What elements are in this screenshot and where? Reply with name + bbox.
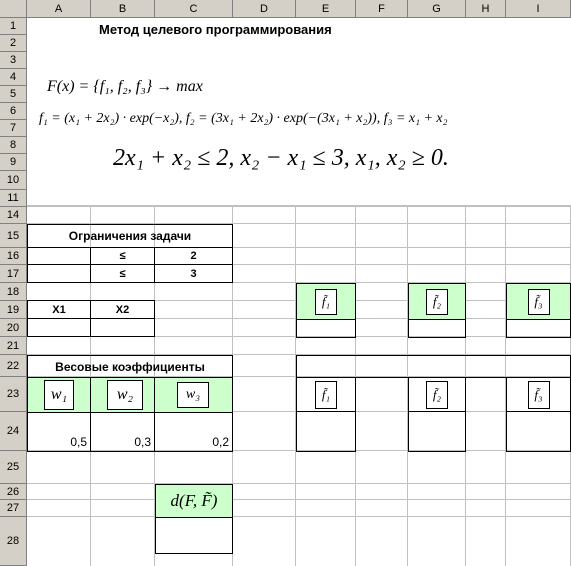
- row-header-25[interactable]: [0, 451, 27, 484]
- constraint-rhs[interactable]: 3: [154, 264, 233, 283]
- row-header-label: 8: [9, 139, 17, 151]
- row-header-20[interactable]: [0, 319, 27, 337]
- row-header-22[interactable]: [0, 355, 27, 377]
- row-header-2[interactable]: [0, 35, 27, 52]
- f-tilde-2-box: [408, 377, 466, 412]
- f-tilde-2-box-label: f̃₂: [426, 381, 448, 409]
- constraint-sign[interactable]: ≤: [90, 264, 155, 283]
- row-header-23[interactable]: [0, 377, 27, 412]
- distance-header: [155, 484, 233, 518]
- weight-2-value[interactable]: 0,3: [90, 412, 155, 452]
- row-header-label: 2: [9, 37, 17, 49]
- constraints-title: Ограничения задачи: [27, 224, 233, 248]
- distance-label: d(F, F̃): [170, 491, 218, 510]
- f-tilde-1-box-label: f̃₁: [315, 381, 337, 409]
- f-tilde-1-result[interactable]: [296, 411, 356, 452]
- column-header-label: D: [260, 2, 268, 15]
- weight-3-header: [154, 377, 233, 413]
- row-header-14[interactable]: [0, 207, 27, 224]
- distance-value[interactable]: [155, 517, 233, 554]
- f-tilde-1-box: [296, 377, 356, 412]
- row-header-18[interactable]: [0, 283, 27, 301]
- row-header-16[interactable]: [0, 248, 27, 265]
- row-header-label: 20: [6, 321, 20, 334]
- column-header-label: I: [536, 2, 540, 15]
- row-header-6[interactable]: [0, 103, 27, 120]
- column-header-f[interactable]: [356, 0, 408, 18]
- row-header-label: 16: [6, 250, 20, 262]
- gridline: [27, 483, 571, 484]
- constraint-lhs[interactable]: [27, 264, 91, 283]
- column-header-d[interactable]: [233, 0, 296, 18]
- f-tilde-3-box: [506, 377, 571, 412]
- row-header-28[interactable]: [0, 517, 27, 566]
- variable-x1-header: X1: [27, 300, 91, 319]
- row-header-27[interactable]: [0, 500, 27, 517]
- row-header-19[interactable]: [0, 301, 27, 319]
- variable-x2-cell[interactable]: [90, 318, 155, 337]
- f-tilde-3-box-label: f̃₃: [528, 381, 550, 409]
- row-header-8[interactable]: [0, 137, 27, 154]
- row-header-label: 26: [6, 485, 20, 498]
- row-header-label: 28: [6, 535, 20, 547]
- row-header-1[interactable]: [0, 18, 27, 35]
- gridline: [27, 499, 571, 500]
- column-header-label: B: [118, 2, 127, 15]
- row-header-10[interactable]: [0, 171, 27, 190]
- gridline: [27, 206, 571, 207]
- row-header-label: 17: [6, 267, 20, 280]
- row-header-label: 21: [6, 339, 20, 352]
- weight-2-header: [90, 377, 155, 413]
- row-header-label: 6: [9, 105, 17, 117]
- row-header-label: 27: [6, 502, 20, 514]
- column-header-b[interactable]: [91, 0, 155, 18]
- row-header-label: 9: [9, 156, 17, 168]
- row-header-label: 7: [9, 122, 17, 134]
- column-header-label: E: [321, 2, 330, 15]
- column-header-h[interactable]: [466, 0, 506, 18]
- row-header-label: 24: [6, 425, 20, 437]
- row-header-24[interactable]: [0, 412, 27, 451]
- page-title: Метод целевого программирования: [99, 22, 332, 37]
- row-header-label: 19: [6, 303, 20, 316]
- row-header-label: 14: [6, 209, 20, 221]
- row-header-3[interactable]: [0, 52, 27, 69]
- weight-1-value[interactable]: 0,5: [27, 412, 91, 452]
- weight-2-label: w₂: [107, 380, 143, 410]
- f-tilde-2-value[interactable]: [408, 319, 466, 338]
- column-header-label: C: [189, 2, 198, 15]
- column-header-e[interactable]: [296, 0, 356, 18]
- formula-block: [27, 18, 571, 206]
- row-header-label: 1: [9, 20, 17, 32]
- column-header-label: A: [54, 2, 63, 15]
- gridline: [27, 516, 571, 517]
- row-header-7[interactable]: [0, 120, 27, 137]
- variable-x1-cell[interactable]: [27, 318, 91, 337]
- row-header-label: 18: [6, 285, 20, 298]
- functions-formula: f₁ = (x₁ + 2x₂) · exp(−x₂), f₂ = (3x₁ + 2x₂) · exp(−(3x₁ + x₂)), f₃ = x₁ + x₂: [39, 111, 448, 126]
- row-header-26[interactable]: [0, 484, 27, 500]
- f-tilde-merged-header[interactable]: [296, 355, 571, 378]
- column-header-a[interactable]: [27, 0, 91, 18]
- column-header-label: H: [481, 2, 490, 15]
- f-tilde-3-value[interactable]: [506, 319, 571, 338]
- column-header-label: G: [432, 2, 441, 15]
- weights-title: Весовые коэффициенты: [27, 355, 233, 378]
- f-tilde-1-label: f̃₁: [315, 289, 337, 315]
- constraint-rhs[interactable]: 2: [154, 247, 233, 265]
- objective-formula: F(x) = {f₁, f₂, f₃} → max: [47, 78, 203, 95]
- column-header-g[interactable]: [408, 0, 466, 18]
- row-header-label: 15: [6, 229, 20, 242]
- f-tilde-3-header: [506, 283, 571, 320]
- f-tilde-3-label: f̃₃: [528, 289, 550, 315]
- row-header-label: 3: [9, 54, 17, 66]
- row-header-label: 11: [7, 192, 19, 204]
- f-tilde-2-result[interactable]: [408, 411, 466, 452]
- weight-1-label: w₁: [44, 380, 74, 410]
- row-header-label: 5: [9, 88, 17, 100]
- weight-1-header: [27, 377, 91, 413]
- constraint-lhs[interactable]: [27, 247, 91, 265]
- row-header-label: 25: [6, 461, 20, 473]
- f-tilde-1-value[interactable]: [296, 319, 356, 338]
- row-header-5[interactable]: [0, 86, 27, 103]
- row-header-11[interactable]: [0, 190, 27, 207]
- row-header-label: 22: [6, 359, 20, 372]
- f-tilde-2-header: [408, 283, 466, 320]
- select-all-corner[interactable]: [0, 0, 27, 18]
- column-header-label: F: [378, 2, 385, 15]
- row-header-21[interactable]: [0, 337, 27, 355]
- row-header-label: 10: [6, 174, 20, 186]
- weight-3-value[interactable]: 0,2: [154, 412, 233, 452]
- row-header-15[interactable]: [0, 224, 27, 248]
- variable-x2-header: X2: [90, 300, 155, 319]
- weight-3-label: w₃: [177, 382, 209, 408]
- row-header-17[interactable]: [0, 265, 27, 283]
- row-header-label: 4: [9, 71, 17, 83]
- f-tilde-2-label: f̃₂: [426, 289, 448, 315]
- constraint-sign[interactable]: ≤: [90, 247, 155, 265]
- constraints-formula: 2x₁ + x₂ ≤ 2, x₂ − x₁ ≤ 3, x₁, x₂ ≥ 0.: [113, 145, 449, 171]
- row-header-4[interactable]: [0, 69, 27, 86]
- row-header-label: 23: [6, 388, 20, 400]
- f-tilde-3-result[interactable]: [506, 411, 571, 452]
- f-tilde-1-header: [296, 283, 356, 320]
- row-header-9[interactable]: [0, 154, 27, 171]
- column-header-c[interactable]: [155, 0, 233, 18]
- column-header-i[interactable]: [506, 0, 571, 18]
